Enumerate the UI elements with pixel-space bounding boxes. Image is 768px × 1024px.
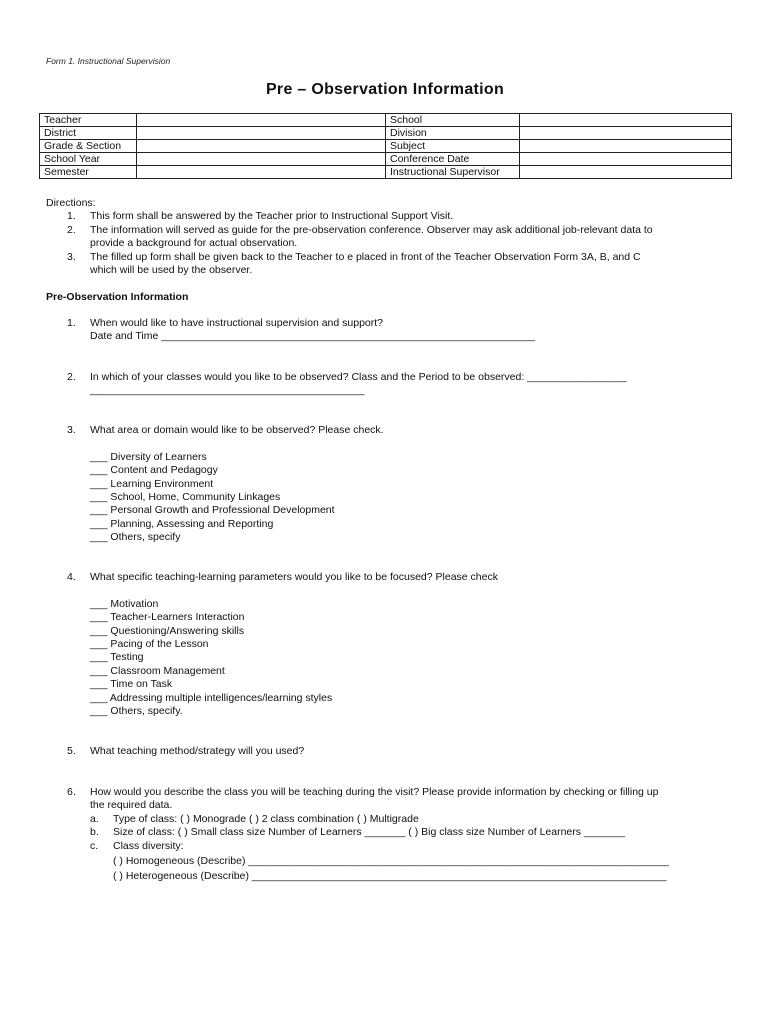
field-school[interactable]: [520, 114, 732, 127]
direction-item: [46, 210, 736, 223]
label-teacher: Teacher: [40, 114, 137, 127]
parameter-checkbox-option[interactable]: ___ Motivation: [90, 597, 159, 610]
heterogeneous-option[interactable]: ( ) Heterogeneous (Describe) _______________________________________________________________________: [113, 870, 667, 883]
question-3: [46, 424, 736, 545]
label-school: School: [386, 114, 520, 127]
parameter-checkbox-option[interactable]: ___ Addressing multiple intelligences/learning styles: [90, 691, 333, 704]
question-2: [46, 371, 736, 398]
page-title: Pre – Observation Information: [265, 81, 505, 98]
field-instructional-supervisor[interactable]: [520, 166, 732, 179]
homogeneous-option[interactable]: ( ) Homogeneous (Describe) ________________________________________________________________________: [113, 854, 669, 867]
question-text: When would like to have instructional supervision and support?: [90, 317, 384, 329]
question-text: What area or domain would like to be observed? Please check.: [90, 424, 384, 436]
sub-letter: a.: [90, 812, 99, 825]
table-row: [40, 166, 732, 179]
sub-letter: b.: [90, 826, 99, 839]
question-number: 6.: [67, 786, 76, 798]
field-division[interactable]: [520, 127, 732, 140]
table-row: [40, 127, 732, 140]
domain-checkbox-option[interactable]: ___ School, Home, Community Linkages: [90, 490, 281, 503]
question-number: 4.: [67, 571, 76, 583]
parameter-checkbox-option[interactable]: ___ Questioning/Answering skills: [90, 624, 245, 637]
parameter-checkbox-option[interactable]: ___ Others, specify.: [90, 704, 183, 717]
question-5: [46, 745, 736, 758]
class-period-field[interactable]: _______________________________________________: [90, 384, 365, 397]
question-text: In which of your classes would you like to be observed? Class and the Period to be observed: _________________: [90, 371, 627, 383]
label-grade-section: Grade & Section: [40, 140, 137, 153]
direction-item: [46, 251, 736, 264]
sub-letter: c.: [90, 839, 99, 852]
class-type-options[interactable]: Type of class: ( ) Monograde ( ) 2 class combination ( ) Multigrade: [113, 812, 419, 825]
direction-item-continued: [46, 237, 736, 250]
direction-number: 3.: [67, 250, 76, 263]
form-label: Form 1. Instructional Supervision: [46, 56, 171, 66]
label-instructional-supervisor: Instructional Supervisor: [386, 166, 520, 179]
question-text-continued: the required data.: [90, 799, 173, 812]
table-row: [40, 140, 732, 153]
class-diversity-row: [46, 840, 736, 853]
field-subject[interactable]: [520, 140, 732, 153]
directions-heading: [46, 197, 736, 210]
question-text: What teaching method/strategy will you used?: [90, 745, 305, 757]
label-district: District: [40, 127, 137, 140]
parameter-checkbox-option[interactable]: ___ Time on Task: [90, 678, 173, 691]
domain-checkbox-option[interactable]: ___ Personal Growth and Professional Development: [90, 504, 335, 517]
date-time-field[interactable]: Date and Time ________________________________________________________________: [90, 330, 535, 343]
direction-text: This form shall be answered by the Teacher prior to Instructional Support Visit.: [90, 210, 454, 223]
label-semester: Semester: [40, 166, 137, 179]
label-division: Division: [386, 127, 520, 140]
class-diversity-label: Class diversity:: [113, 839, 184, 852]
field-semester[interactable]: [137, 166, 386, 179]
question-text: What specific teaching-learning parameters would you like to be focused? Please check: [90, 571, 498, 583]
direction-number: 1.: [67, 210, 76, 223]
label-conference-date: Conference Date: [386, 153, 520, 166]
direction-text: The information will served as guide for the pre-observation conference. Observer may ask additional job-relevant data to: [90, 223, 653, 236]
field-teacher[interactable]: [137, 114, 386, 127]
question-number: 3.: [67, 424, 76, 436]
question-number: 2.: [67, 371, 76, 383]
class-size-options[interactable]: Size of class: ( ) Small class size Number of Learners _______ ( ) Big class size Number of Learners _______: [113, 826, 625, 839]
direction-text: The filled up form shall be given back to the Teacher to e placed in front of the Teacher Observation Form 3A, B, and C: [90, 250, 641, 263]
parameter-checkbox-option[interactable]: ___ Testing: [90, 651, 144, 664]
pre-observation-heading: Pre-Observation Information: [46, 291, 189, 303]
parameter-checkbox-option[interactable]: ___ Teacher-Learners Interaction: [90, 611, 245, 624]
direction-text: provide a background for actual observation.: [90, 237, 298, 250]
directions-heading-text: Directions:: [46, 197, 96, 209]
question-number: 5.: [67, 745, 76, 757]
directions-section: [46, 197, 736, 277]
label-school-year: School Year: [40, 153, 137, 166]
direction-item-continued: [46, 264, 736, 277]
question-4: [46, 571, 736, 718]
domain-checkbox-option[interactable]: ___ Others, specify: [90, 531, 181, 544]
teacher-info-table: [39, 113, 732, 179]
question-6: [46, 786, 736, 884]
question-text: How would you describe the class you will be teaching during the visit? Please provide information by checking or filling up: [90, 786, 659, 798]
field-grade-section[interactable]: [137, 140, 386, 153]
field-district[interactable]: [137, 127, 386, 140]
class-size-row: [46, 826, 736, 839]
parameter-checkbox-option[interactable]: ___ Pacing of the Lesson: [90, 637, 209, 650]
question-number: 1.: [67, 317, 76, 329]
domain-checkbox-option[interactable]: ___ Content and Pedagogy: [90, 464, 218, 477]
domain-checkbox-option[interactable]: ___ Planning, Assessing and Reporting: [90, 517, 274, 530]
direction-number: 2.: [67, 223, 76, 236]
field-conference-date[interactable]: [520, 153, 732, 166]
table-row: [40, 153, 732, 166]
direction-text: which will be used by the observer.: [90, 263, 253, 276]
field-school-year[interactable]: [137, 153, 386, 166]
direction-item: [46, 224, 736, 237]
label-subject: Subject: [386, 140, 520, 153]
parameter-checkbox-option[interactable]: ___ Classroom Management: [90, 664, 225, 677]
table-row: [40, 114, 732, 127]
domain-checkbox-option[interactable]: ___ Learning Environment: [90, 477, 214, 490]
class-type-row: [46, 813, 736, 826]
question-1: [46, 317, 736, 344]
domain-checkbox-option[interactable]: ___ Diversity of Learners: [90, 450, 207, 463]
